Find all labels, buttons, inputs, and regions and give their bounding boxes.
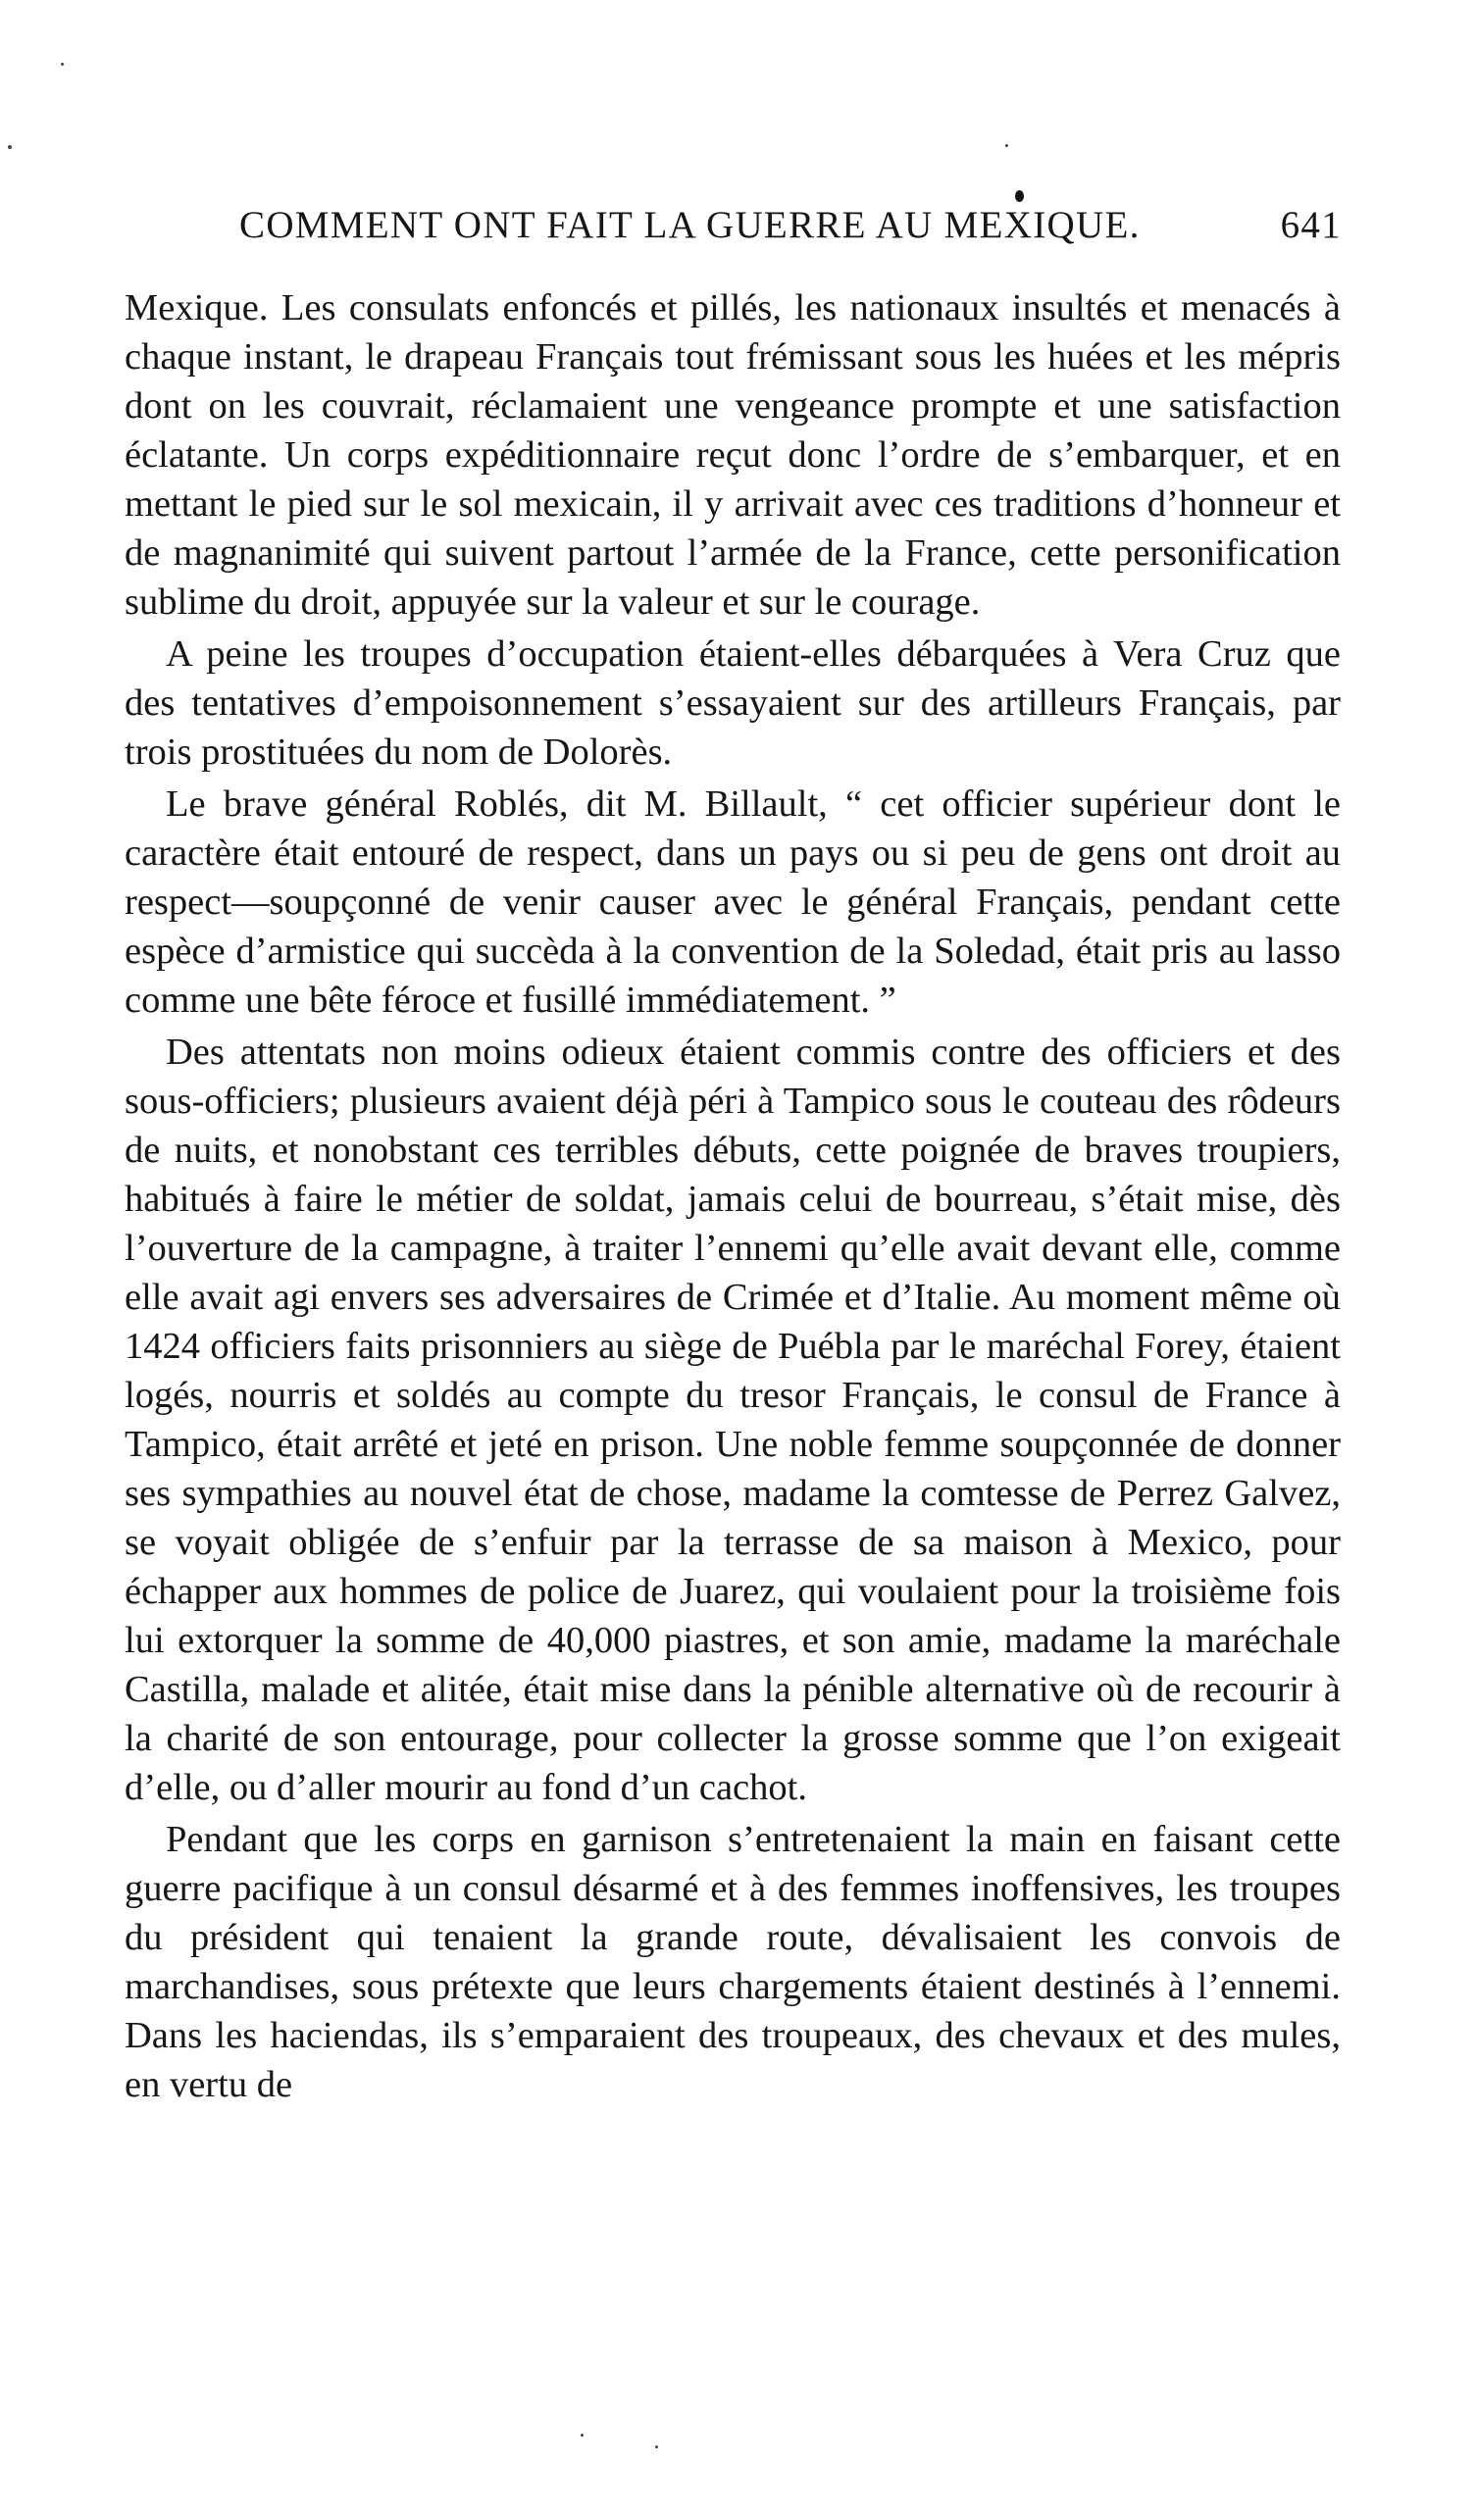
scan-speck <box>8 145 12 149</box>
paragraph: Pendant que les corps en garnison s’entretenaient la main en faisant cette guerre pacifique à un consul désarmé et à des femmes inoffensives, les troupes du président qui tenaient la grande route, dévalisaient les convois de marchandises, sous prétexte que leurs chargements étaient destinés à l’ennemi. Dans les haciendas, ils s’emparaient des troupeaux, des chevaux et des mules, en vertu de <box>125 1819 1341 2105</box>
scan-speck <box>61 63 64 66</box>
scan-speck <box>655 2445 658 2448</box>
scan-speck <box>1005 144 1008 147</box>
scan-speck <box>1015 190 1024 202</box>
body-text <box>125 283 1341 2112</box>
page-number: 641 <box>1280 204 1342 246</box>
running-header <box>235 196 1342 255</box>
paragraph: Le brave général Roblés, dit M. Billault, “ cet officier supérieur dont le caractère était entouré de respect, dans un pays ou si peu de gens ont droit au respect—soupçonné de venir causer avec le général Français, pendant cette espèce d’armistice qui succèda à la convention de la Soledad, était pris au lasso comme une bête féroce et fusillé immédiatement. ” <box>125 783 1341 1021</box>
running-header-title: COMMENT ONT FAIT LA GUERRE AU MEXIQUE. <box>239 204 1141 246</box>
paragraph: Des attentats non moins odieux étaient commis contre des officiers et des sous-officiers; plusieurs avaient déjà péri à Tampico sous le couteau des rôdeurs de nuits, et nonobstant ces terribles débuts, cette poignée de braves troupiers, habitués à faire le métier de soldat, jamais celui de bourreau, s’était mise, dès l’ouverture de la campagne, à traiter l’ennemi qu’elle avait devant elle, comme elle avait agi envers ses adversaires de Crimée et d’Italie. Au moment même où 1424 officiers faits prisonniers au siège de Puébla par le maréchal Forey, étaient logés, nourris et soldés au compte du tresor Français, le consul de France à Tampico, était arrêté et jeté en prison. Une noble femme soupçonnée de donner ses sympathies au nouvel état de chose, madame la comtesse de Perrez Galvez, se voyait obligée de s’enfuir par la terrasse de sa maison à Mexico, pour échapper aux hommes de police de Juarez, qui voulaient pour la troisième fois lui extorquer la somme de 40,000 piastres, et son amie, madame la maréchale Castilla, malade et alitée, était mise dans la pénible alternative où de recourir à la charité de son entourage, pour collecter la grosse somme que l’on exigeait d’elle, ou d’aller mourir au fond d’un cachot. <box>125 1032 1341 1808</box>
paragraph: A peine les troupes d’occupation étaient-elles débarquées à Vera Cruz que des tentatives d’empoisonnement s’essayaient sur des artilleurs Français, par trois prostituées du nom de Dolorès. <box>125 633 1341 773</box>
scan-speck <box>581 2434 584 2437</box>
paragraph: Mexique. Les consulats enfoncés et pillés, les nationaux insultés et menacés à chaque instant, le drapeau Français tout frémissant sous les huées et les mépris dont on les couvrait, réclamaient une vengeance prompte et une satisfaction éclatante. Un corps expéditionnaire reçut donc l’ordre de s’embarquer, et en mettant le pied sur le sol mexicain, il y arrivait avec ces traditions d’honneur et de magnanimité qui suivent partout l’armée de la France, cette personification sublime du droit, appuyée sur la valeur et sur le courage. <box>125 287 1341 623</box>
